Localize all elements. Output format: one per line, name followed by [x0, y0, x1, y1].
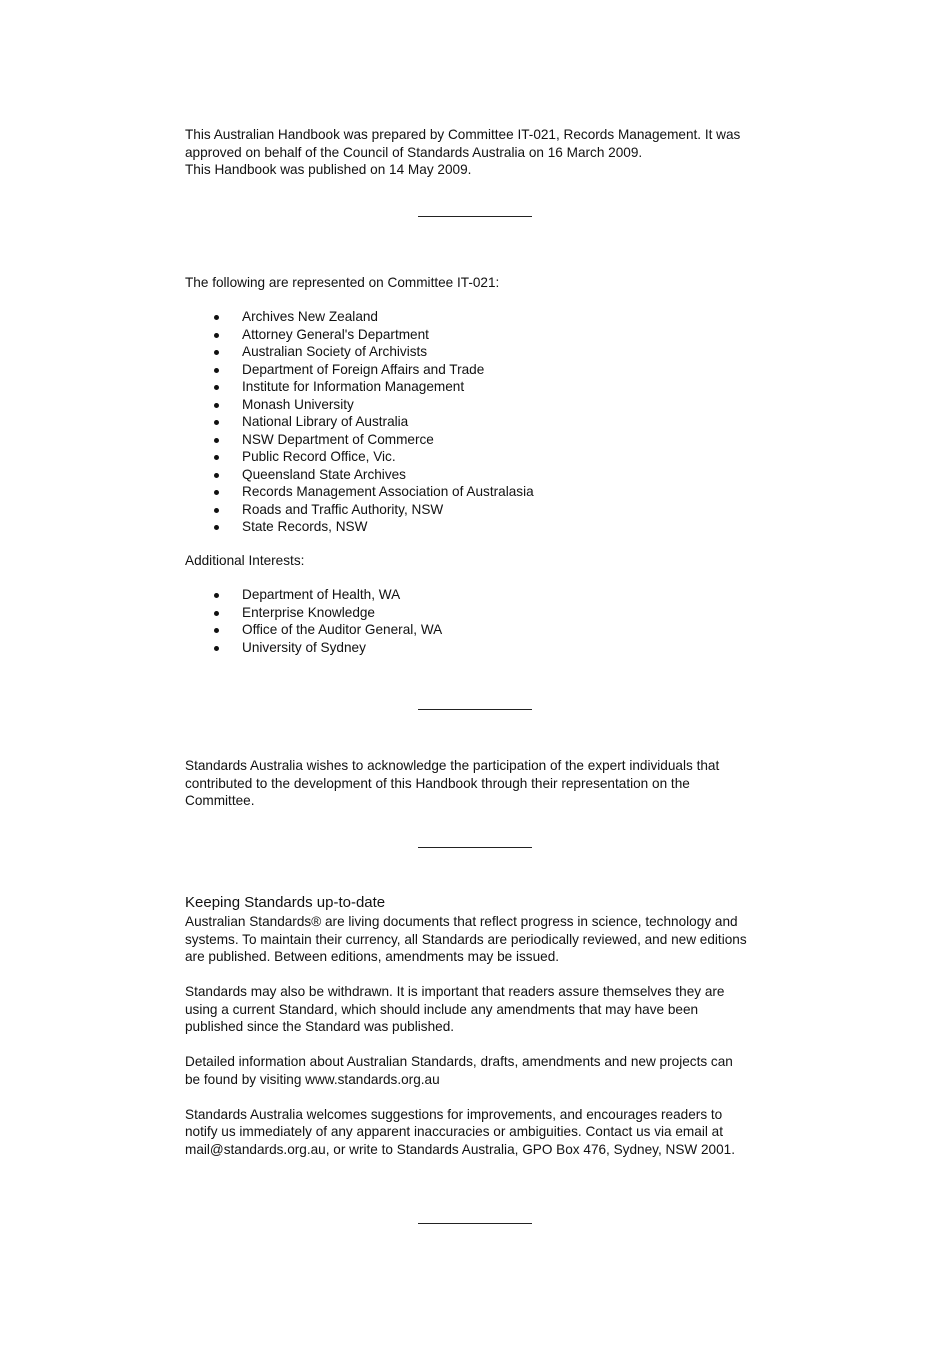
section-divider	[418, 1223, 532, 1224]
keeping-standards-body	[185, 913, 775, 1158]
paragraph-gap	[185, 1036, 775, 1054]
bullet-icon	[214, 628, 219, 633]
member-name: Department of Foreign Affairs and Trade	[242, 361, 485, 377]
paragraph-line: are published. Between editions, amendments may be issued.	[185, 949, 560, 964]
bullet-icon	[214, 385, 219, 390]
bullet-icon	[214, 455, 219, 460]
list-item	[185, 501, 745, 519]
bullet-icon	[214, 473, 219, 478]
intro-paragraph	[185, 126, 775, 179]
list-item	[185, 448, 745, 466]
member-name: Attorney General's Department	[242, 326, 429, 342]
committee-lead-text: The following are represented on Committee IT-021:	[185, 275, 500, 290]
list-item	[185, 413, 745, 431]
bullet-icon	[214, 420, 219, 425]
list-item	[185, 308, 745, 326]
member-name: Public Record Office, Vic.	[242, 449, 396, 464]
paragraph-line: published since the Standard was published.	[185, 1019, 455, 1034]
bullet-icon	[214, 490, 219, 495]
paragraph-line: notify us immediately of any apparent inaccuracies or ambiguities. Contact us via email at	[185, 1124, 723, 1139]
member-name: Monash University	[242, 396, 354, 412]
member-name: NSW Department of Commerce	[242, 431, 434, 447]
bullet-icon	[214, 333, 219, 338]
additional-interests-lead	[185, 552, 775, 570]
bullet-icon	[214, 593, 219, 598]
list-item	[185, 621, 745, 639]
additional-interests-list	[185, 586, 745, 656]
paragraph-gap	[185, 966, 775, 984]
list-item	[185, 378, 745, 396]
committee-members-list	[185, 308, 745, 536]
bullet-icon	[214, 315, 219, 320]
bullet-icon	[214, 525, 219, 530]
list-item	[185, 586, 745, 604]
list-item	[185, 639, 745, 657]
paragraph-line: systems. To maintain their currency, all Standards are periodically reviewed, and new editions	[185, 931, 747, 947]
list-item	[185, 518, 745, 536]
member-name: State Records, NSW	[242, 519, 368, 534]
paragraph-line: Standards may also be withdrawn. It is important that readers assure themselves they are	[185, 984, 725, 999]
intro-line: This Australian Handbook was prepared by Committee IT-021, Records Management. It was	[185, 127, 741, 142]
member-name: Queensland State Archives	[242, 466, 406, 482]
committee-lead	[185, 274, 775, 292]
section-divider	[418, 709, 532, 710]
paragraph-line: Standards Australia welcomes suggestions for improvements, and encourages readers to	[185, 1106, 723, 1122]
paragraph-line: Detailed information about Australian Standards, drafts, amendments and new projects can	[185, 1054, 733, 1069]
member-name: Records Management Association of Australasia	[242, 484, 534, 499]
section-divider	[418, 847, 532, 848]
bullet-icon	[214, 646, 219, 651]
acknowledgement-paragraph	[185, 757, 775, 810]
interest-name: University of Sydney	[242, 639, 366, 655]
bullet-icon	[214, 403, 219, 408]
member-name: Archives New Zealand	[242, 309, 378, 324]
bullet-icon	[214, 611, 219, 616]
member-name: National Library of Australia	[242, 414, 409, 429]
paragraph-line: using a current Standard, which should include any amendments that may have been	[185, 1001, 699, 1017]
additional-interests-text: Additional Interests:	[185, 553, 305, 568]
list-item	[185, 361, 745, 379]
list-item	[185, 483, 745, 501]
intro-line: approved on behalf of the Council of Standards Australia on 16 March 2009.	[185, 144, 643, 160]
member-name: Institute for Information Management	[242, 379, 465, 394]
bullet-icon	[214, 508, 219, 513]
interest-name: Enterprise Knowledge	[242, 604, 375, 620]
member-name: Australian Society of Archivists	[242, 344, 428, 359]
acknowledgement-line: Committee.	[185, 793, 255, 808]
bullet-icon	[214, 438, 219, 443]
section-heading: Keeping Standards up-to-date	[185, 894, 386, 911]
paragraph-gap	[185, 1088, 775, 1106]
member-name: Roads and Traffic Authority, NSW	[242, 501, 444, 517]
interest-name: Department of Health, WA	[242, 587, 401, 602]
list-item	[185, 343, 745, 361]
acknowledgement-line: contributed to the development of this Handbook through their representation on the	[185, 775, 690, 791]
acknowledgement-line: Standards Australia wishes to acknowledge the participation of the expert individuals that	[185, 758, 720, 773]
bullet-icon	[214, 350, 219, 355]
section-divider	[418, 216, 532, 217]
list-item	[185, 326, 745, 344]
paragraph-line: mail@standards.org.au, or write to Standards Australia, GPO Box 476, Sydney, NSW 2001.	[185, 1141, 736, 1157]
intro-line: This Handbook was published on 14 May 2009.	[185, 162, 472, 177]
interest-name: Office of the Auditor General, WA	[242, 622, 443, 637]
paragraph-line: be found by visiting www.standards.org.au	[185, 1071, 440, 1087]
bullet-icon	[214, 368, 219, 373]
paragraph-line: Australian Standards® are living documents that reflect progress in science, technology and	[185, 914, 738, 929]
list-item	[185, 431, 745, 449]
list-item	[185, 396, 745, 414]
list-item	[185, 466, 745, 484]
list-item	[185, 604, 745, 622]
